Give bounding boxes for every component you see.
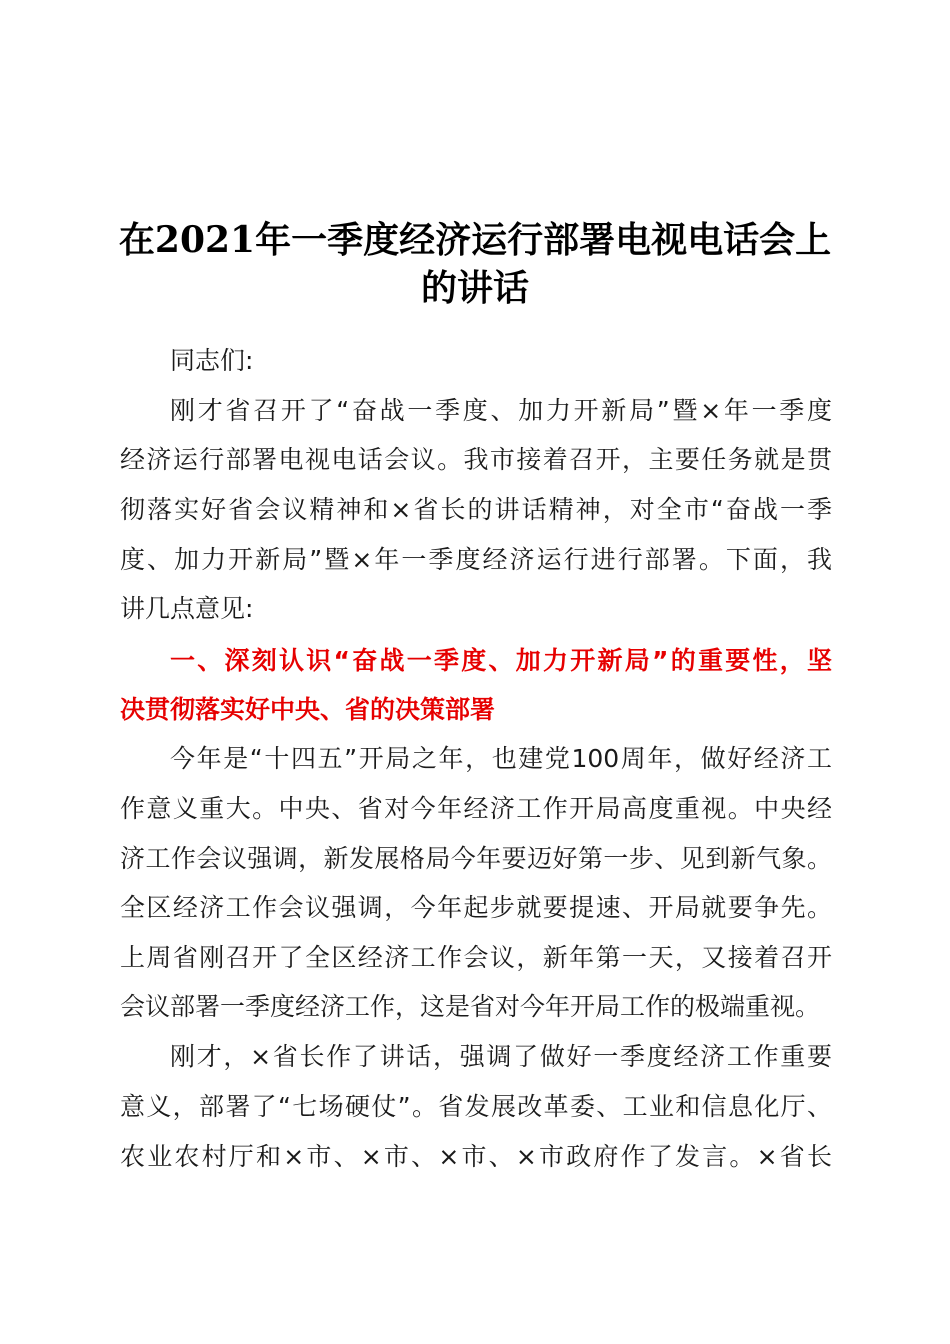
paragraph-3-line: 刚才，×省长作了讲话，强调了做好一季度经济工作重要	[170, 1042, 832, 1071]
document-title-line-2: 的讲话	[420, 267, 529, 309]
paragraph-2-line: 上周省刚召开了全区经济工作会议，新年第一天，又接着召开	[120, 943, 832, 972]
paragraph-3-line: 意义，部署了“七场硬仗”。省发展改革委、工业和信息化厅、	[120, 1092, 832, 1121]
document-title-line-1: 在2021年一季度经济运行部署电视电话会上	[118, 219, 832, 261]
section-heading-1: 决贯彻落实好中央、省的决策部署	[120, 695, 496, 724]
paragraph-1-line: 刚才省召开了“奋战一季度、加力开新局”暨×年一季度	[170, 396, 832, 425]
paragraph-2-line: 济工作会议强调，新发展格局今年要迈好第一步、见到新气象。	[120, 844, 832, 873]
paragraph-3-line: 农业农村厅和×市、×市、×市、×市政府作了发言。×省长	[120, 1142, 832, 1171]
paragraph-1-line: 经济运行部署电视电话会议。我市接着召开，主要任务就是贯	[120, 445, 832, 474]
paragraph-2-line: 今年是“十四五”开局之年，也建党100周年，做好经济工	[170, 744, 832, 773]
paragraph-1-line: 度、加力开新局”暨×年一季度经济运行进行部署。下面，我	[120, 545, 832, 574]
paragraph-1-line: 讲几点意见:	[120, 594, 254, 623]
section-heading-1: 一、深刻认识“奋战一季度、加力开新局”的重要性，坚	[170, 646, 832, 675]
paragraph-2-line: 会议部署一季度经济工作，这是省对今年开局工作的极端重视。	[120, 992, 821, 1021]
paragraph-2-line: 作意义重大。中央、省对今年经济工作开局高度重视。中央经	[120, 794, 832, 823]
paragraph-1-line: 彻落实好省会议精神和×省长的讲话精神，对全市“奋战一季	[120, 495, 832, 524]
salutation: 同志们:	[170, 346, 254, 375]
paragraph-2-line: 全区经济工作会议强调，今年起步就要提速、开局就要争先。	[120, 893, 832, 922]
